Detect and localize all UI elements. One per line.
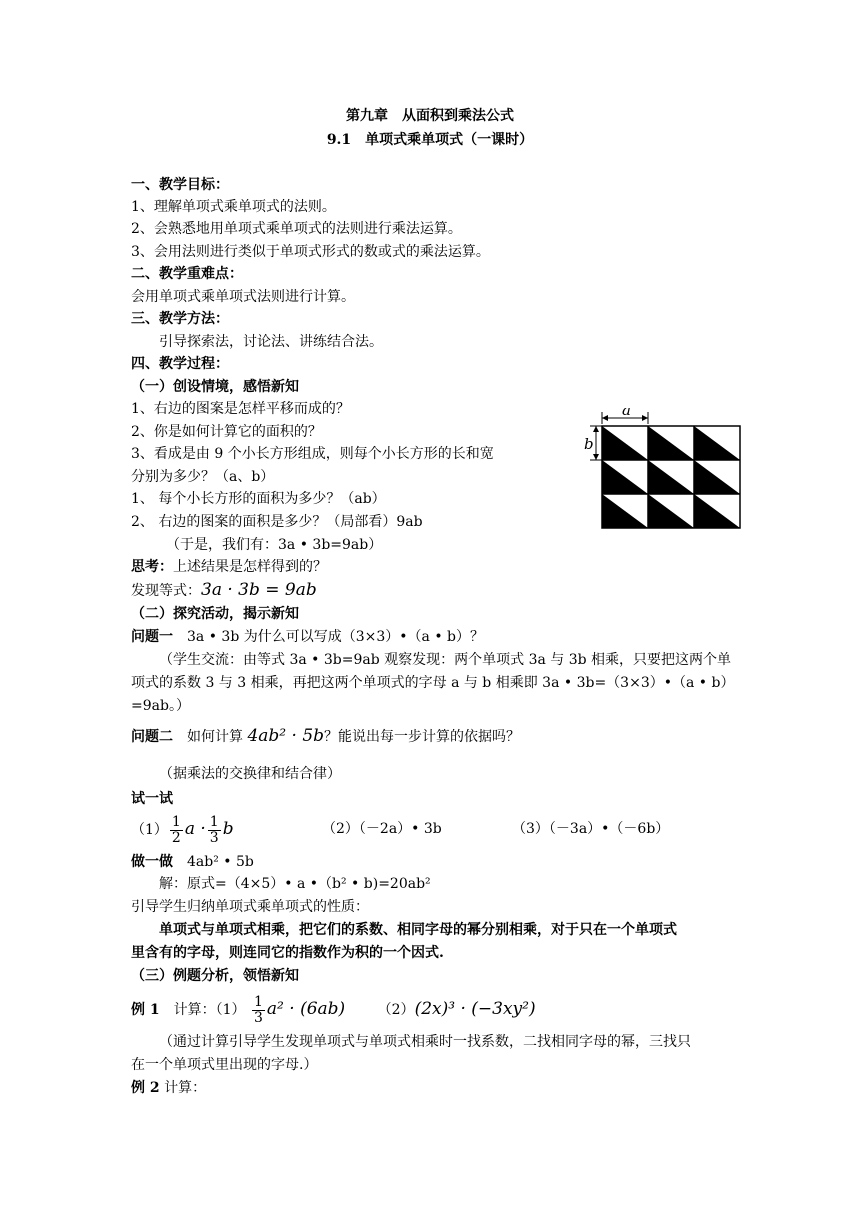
- do-expression: 4ab² • 5b: [173, 854, 254, 870]
- summary-intro: 引导学生归纳单项式乘单项式的性质：: [131, 899, 369, 915]
- ex2-label: 例 2: [131, 1080, 160, 1096]
- ex1-item-2: （2）: [377, 1002, 415, 1018]
- q1-explanation: =9ab。）: [131, 698, 190, 714]
- part1-line: 2、 右边的图案的面积是多少？（局部看）9ab: [131, 514, 423, 530]
- example-one: [131, 992, 536, 1027]
- q2-answer: （据乘法的交换律和结合律）: [159, 766, 341, 782]
- section-title: 9.1 单项式乘单项式（一课时）: [326, 132, 534, 148]
- ex1-note: （通过计算引导学生发现单项式与单项式相乘时一找系数，二找相同字母的幂，三找只: [159, 1034, 691, 1050]
- part1-line: 分别为多少？（a、b）: [131, 469, 275, 485]
- question-one: [131, 627, 484, 647]
- do-heading: 做一做: [131, 854, 173, 870]
- rule-line: 里含有的字母，则连同它的指数作为积的一个因式.: [131, 945, 444, 961]
- rule-line: 单项式与单项式相乘，把它们的系数、相同字母的幂分别相乘，对于只在一个单项式: [159, 922, 677, 938]
- think-text: 上述结果是怎样得到的？: [173, 559, 327, 575]
- fraction-one-third: $\frac{1}{3}$: [254, 993, 263, 1026]
- do-solution: 解：原式=（4×5）• a •（b² • b)=20ab²: [159, 876, 431, 892]
- think-label: 思考：: [131, 559, 173, 575]
- goals-heading: 一、教学目标：: [131, 177, 229, 193]
- key-points-heading: 二、教学重难点：: [131, 266, 243, 282]
- do-line: [131, 852, 254, 872]
- ex1-expression-1: a² · (6ab): [266, 999, 346, 1019]
- part1-heading: （一）创设情境，感悟新知: [131, 379, 299, 395]
- goal-item: 1、理解单项式乘单项式的法则。: [131, 199, 336, 215]
- key-points-text: 会用单项式乘单项式法则进行计算。: [131, 289, 355, 305]
- try1-label: （1）: [131, 822, 168, 838]
- ex1-text: 计算：（1）: [159, 1002, 246, 1018]
- part1-line: 3、看成是由 9 个小长方形组成，则每个小长方形的长和宽: [131, 446, 494, 462]
- part3-heading: （三）例题分析，领悟新知: [131, 968, 299, 984]
- fraction-one-third: $\frac{1}{3}$: [209, 813, 219, 846]
- part2-heading: （二）探究活动，揭示新知: [131, 606, 299, 622]
- fraction-one-half: $\frac{1}{2}$: [171, 813, 181, 846]
- q2-pre: 如何计算: [173, 729, 248, 745]
- q1-text: 3a • 3b 为什么可以写成（3×3）•（a • b）？: [173, 629, 485, 645]
- try-heading: 试一试: [131, 791, 173, 807]
- equation-line: [131, 580, 317, 601]
- ex1-expression-2: (2x)³ · (−3xy²): [414, 999, 536, 1019]
- methods-text: 引导探索法，讨论法、讲练结合法。: [159, 334, 383, 350]
- part1-line: 1、右边的图案是怎样平移而成的？: [131, 401, 350, 417]
- dimension-b: [584, 426, 602, 460]
- goal-item: 3、会用法则进行类似于单项式形式的数或式的乘法运算。: [131, 244, 490, 260]
- label-b: b: [584, 435, 594, 453]
- grid-cells: [602, 426, 740, 528]
- rectangle-grid-figure: [584, 408, 746, 538]
- chapter-title: 第九章 从面积到乘法公式: [346, 108, 514, 124]
- try-item-1: （1） $\frac{1}{2}$ a · $\frac{1}{3}$ b: [131, 813, 234, 846]
- methods-heading: 三、教学方法：: [131, 311, 229, 327]
- part1-line: 1、 每个小长方形的面积为多少？（ab）: [131, 491, 386, 507]
- q2-expression: 4ab² · 5b: [247, 726, 325, 746]
- equation-3a3b: 3a · 3b = 9ab: [201, 580, 317, 600]
- equation-label: 发现等式：: [131, 583, 201, 599]
- q1-explanation: 项式的系数 3 与 3 相乘，再把这两个单项式的字母 a 与 b 相乘即 3a • 3b=（3×3）•（a • b）: [131, 675, 735, 691]
- q1-explanation: （学生交流：由等式 3a • 3b=9ab 观察发现：两个单项式 3a 与 3b 相乘，只要把这两个单: [159, 652, 732, 668]
- ex2-text: 计算：: [159, 1080, 207, 1096]
- label-a: a: [622, 408, 631, 419]
- think-line: [131, 557, 327, 577]
- q1-label: 问题一: [131, 629, 173, 645]
- q2-label: 问题二: [131, 729, 173, 745]
- ex1-note: 在一个单项式里出现的字母.）: [131, 1057, 318, 1073]
- part1-line: （于是，我们有：3a • 3b=9ab）: [166, 537, 383, 553]
- dimension-a: [602, 408, 648, 424]
- process-heading: 四、教学过程：: [131, 356, 229, 372]
- part1-line: 2、你是如何计算它的面积的？: [131, 424, 322, 440]
- try-item-3: （3）（－3a）•（－6b）: [512, 821, 670, 837]
- question-two: [131, 726, 520, 747]
- ex1-label: 例 1: [131, 1002, 160, 1018]
- goal-item: 2、会熟悉地用单项式乘单项式的法则进行乘法运算。: [131, 221, 462, 237]
- example-two: [131, 1078, 206, 1098]
- try-item-2: （2）（－2a）• 3b: [322, 821, 442, 837]
- q2-post: ？能说出每一步计算的依据吗？: [324, 729, 521, 745]
